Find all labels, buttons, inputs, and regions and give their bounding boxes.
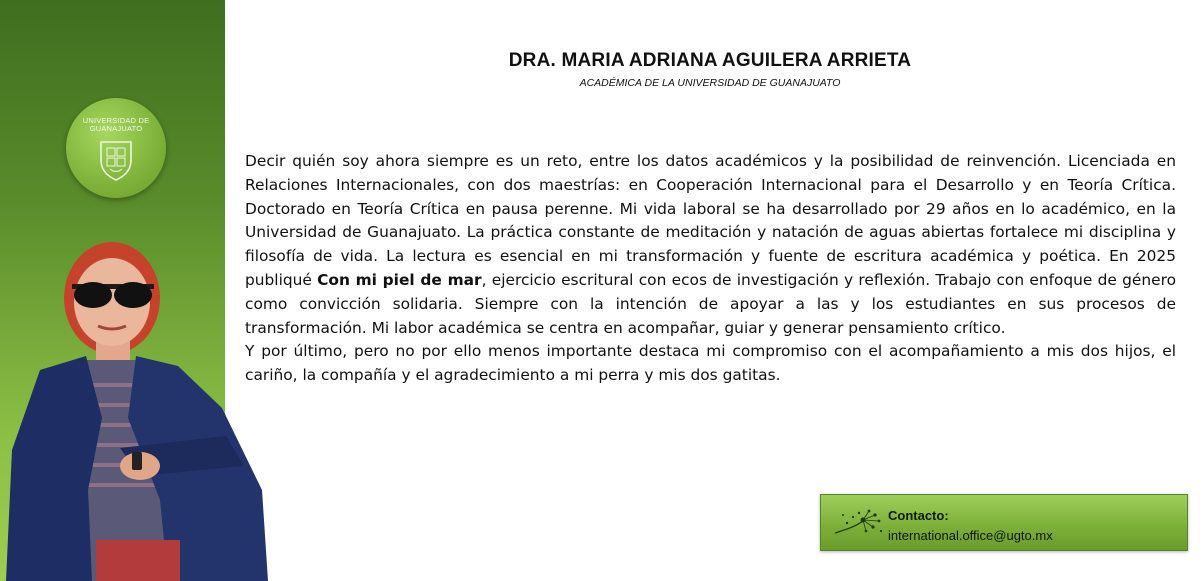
logo-wordmark [66, 117, 166, 133]
bio-text-2: , ejercicio escritural con ecos de investigación y reflexión. Trabajo con enfoque de género como convicción solidaria. Siempre con la intención de apoyar a las y los estudiantes en sus procesos de transformación. Mi labor académica se centra en acompañar, guiar y generar pensamiento crítico. [245, 270, 1177, 337]
contact-box [820, 494, 1188, 551]
contact-label: Contacto: [888, 508, 949, 523]
contact-email[interactable]: international.office@ugto.mx [888, 528, 1053, 543]
biography [245, 150, 1176, 388]
dandelion-icon [833, 503, 885, 541]
book-title: Con mi piel de mar [317, 270, 482, 289]
logo-line-2: GUANAJUATO [89, 124, 143, 133]
header [400, 50, 1020, 89]
bio-text-1: Decir quién soy ahora siempre es un reto, entre los datos académicos y la posibilidad de reinvención. Licenciada en Relaciones Internacionales, con dos maestrías: en Cooperación Internacional para el Desarrollo y en Teoría Crítica. Doctorado en Teoría Crítica en pausa perenne. Mi vida laboral se ha desarrollado por 29 años en lo académico, en la Universidad de Guanajuato. La práctica constante de meditación y natación de aguas abiertas fortalece mi disciplina y filosofía de vida. La lectura es esencial en mi transformación y fuente de escritura académica y poética. En 2025 publiqué [245, 152, 1176, 289]
portrait-image [0, 240, 270, 581]
bio-paragraph-1 [245, 150, 1176, 340]
subtitle: ACADÉMICA DE LA UNIVERSIDAD DE GUANAJUATO [579, 77, 841, 89]
university-logo [66, 98, 166, 198]
page-title: DRA. MARIA ADRIANA AGUILERA ARRIETA [508, 50, 912, 71]
crest-icon [97, 138, 135, 182]
logo-line-1: UNIVERSIDAD DE [82, 116, 150, 125]
bio-paragraph-2: Y por último, pero no por ello menos importante destaca mi compromiso con el acompañamiento a mis dos hijos, el cariño, la compañía y el agradecimiento a mi perra y mis dos gatitas. [245, 342, 1176, 385]
